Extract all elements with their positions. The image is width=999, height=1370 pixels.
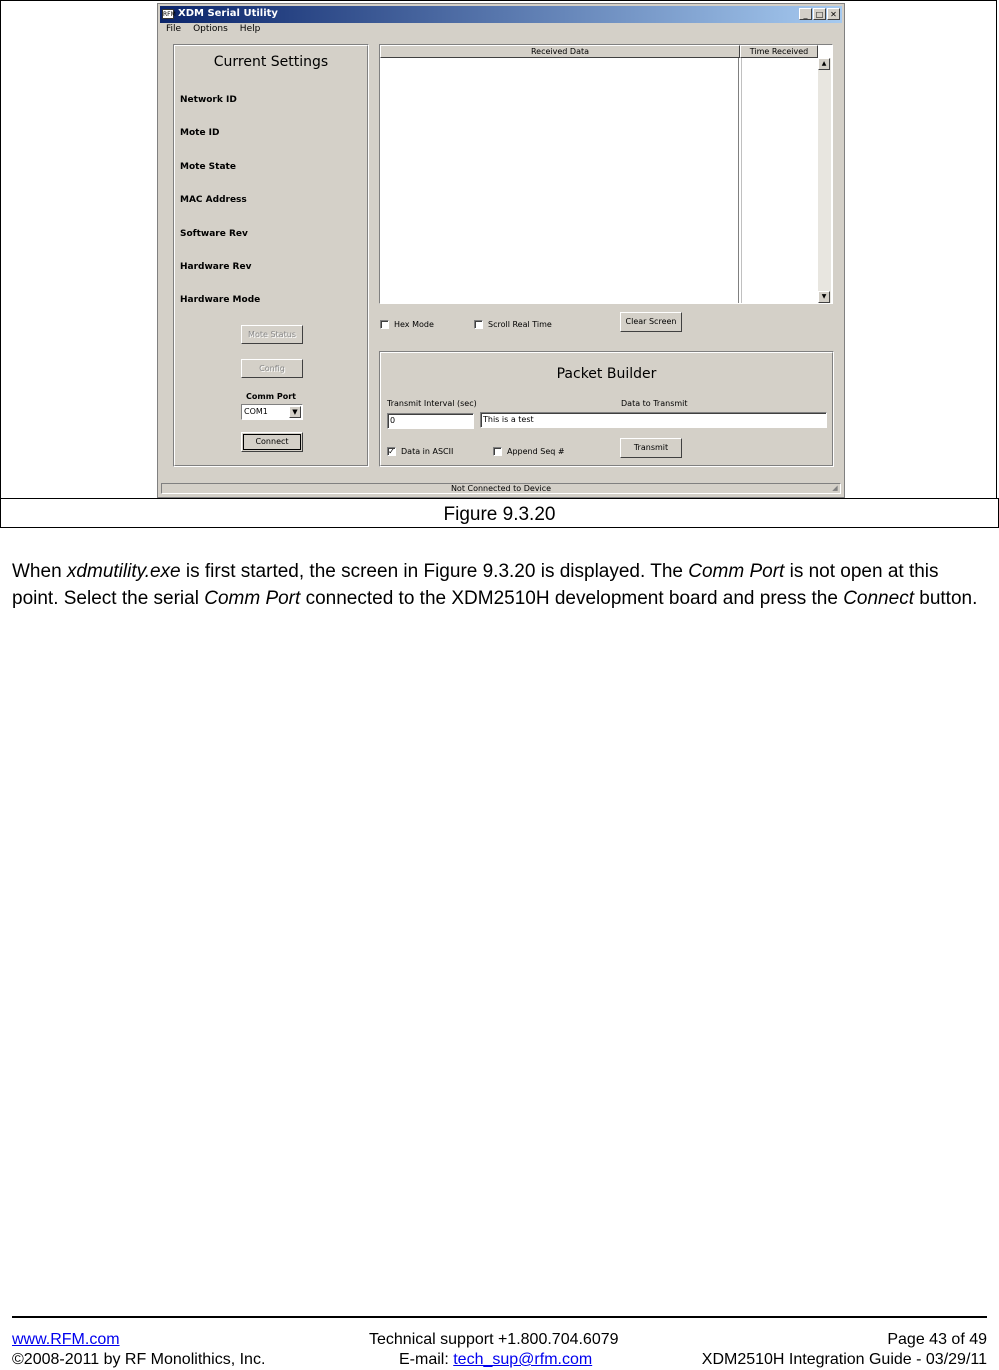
mote-id-label: Mote ID [180, 128, 220, 138]
menu-file[interactable]: File [166, 24, 182, 34]
copyright-text: ©2008-2011 by RF Monolithics, Inc. [12, 1351, 266, 1368]
guide-title: XDM2510H Integration Guide - 03/29/11 [701, 1351, 987, 1368]
maximize-button[interactable]: □ [813, 8, 826, 20]
resize-grip-icon[interactable]: ◢ [832, 484, 838, 492]
email-link[interactable]: tech_sup@rfm.com [453, 1351, 593, 1368]
connect-button[interactable]: Connect [241, 432, 303, 452]
append-seq-checkbox[interactable] [493, 447, 565, 456]
scroll-down-icon[interactable]: ▼ [818, 291, 830, 303]
window-title: XDM Serial Utility [178, 8, 278, 19]
website-link[interactable]: www.RFM.com [12, 1331, 120, 1348]
hardware-mode-label: Hardware Mode [180, 295, 261, 305]
packet-builder-panel [379, 351, 834, 467]
packet-builder-title: Packet Builder [556, 366, 657, 382]
para-text-8: Connect [843, 587, 914, 609]
minimize-button[interactable]: _ [799, 8, 812, 20]
close-button[interactable]: ✕ [827, 8, 840, 20]
scroll-up-icon[interactable]: ▲ [818, 58, 830, 70]
comm-port-label: Comm Port [246, 392, 296, 401]
para-text-5: is not open at this point. Select the serial [12, 561, 939, 609]
app-icon: RFM [163, 11, 176, 18]
scroll-real-time-checkbox[interactable] [474, 320, 552, 329]
data-to-transmit-input[interactable]: This is a test [480, 412, 827, 428]
figure-caption: Figure 9.3.20 [443, 504, 556, 525]
para-text-4: Comm Port [688, 561, 785, 582]
transmit-button[interactable]: Transmit [620, 438, 682, 458]
hardware-rev-label: Hardware Rev [180, 262, 252, 272]
append-seq-box[interactable] [493, 447, 502, 456]
para-text-6: Comm Port [204, 587, 301, 609]
footer-rule [12, 1316, 987, 1318]
config-button[interactable]: Config [241, 359, 303, 378]
received-data-list[interactable] [379, 44, 833, 304]
comm-port-select[interactable] [241, 404, 303, 420]
app-window [157, 3, 845, 498]
para-text-2: xdmutility.exe [66, 561, 181, 582]
chevron-down-icon[interactable]: ▼ [289, 406, 301, 418]
mac-address-label: MAC Address [180, 195, 247, 205]
figure-caption-row [0, 498, 999, 528]
column-time-received[interactable]: Time Received [740, 45, 818, 58]
hex-mode-label: Hex Mode [394, 320, 434, 329]
transmit-interval-label: Transmit Interval (sec) [387, 399, 477, 408]
scroll-real-time-box[interactable] [474, 320, 483, 329]
current-settings-panel [173, 44, 369, 467]
mote-status-button[interactable]: Mote Status [241, 325, 303, 344]
column-received-data[interactable]: Received Data [380, 45, 740, 58]
email-line [399, 1351, 592, 1369]
menu-options[interactable]: Options [193, 24, 228, 34]
para-text-9: button. [913, 587, 978, 609]
comm-port-value: COM1 [244, 407, 268, 416]
body-paragraph [12, 559, 987, 612]
status-bar [161, 483, 841, 494]
figure-frame [0, 0, 997, 498]
clear-screen-button[interactable]: Clear Screen [620, 312, 682, 332]
support-text: Technical support +1.800.704.6079 [369, 1331, 619, 1348]
para-text-3: is first started, the screen in Figure 9.3.20 is displayed. The [180, 561, 689, 582]
append-seq-label: Append Seq # [507, 447, 565, 456]
vertical-scrollbar[interactable] [818, 58, 831, 303]
menu-help[interactable]: Help [239, 24, 261, 34]
para-text-1: When [12, 561, 67, 582]
network-id-label: Network ID [180, 95, 237, 105]
data-in-ascii-checkbox[interactable] [387, 447, 453, 456]
check-icon[interactable]: ✓ [388, 447, 395, 456]
status-text: Not Connected to Device [450, 484, 552, 493]
current-settings-title: Current Settings [213, 54, 329, 70]
scroll-real-time-label: Scroll Real Time [488, 320, 552, 329]
mote-state-label: Mote State [180, 162, 236, 172]
hex-mode-box[interactable] [380, 320, 389, 329]
menu-bar [162, 24, 260, 38]
para-text-7: connected to the XDM2510H development board and press the [300, 587, 844, 609]
hex-mode-checkbox[interactable] [380, 320, 434, 329]
column-divider [738, 58, 742, 303]
transmit-interval-input[interactable]: 0 [387, 413, 474, 429]
software-rev-label: Software Rev [180, 229, 248, 239]
email-label: E-mail: [399, 1351, 454, 1368]
page-number: Page 43 of 49 [887, 1331, 987, 1348]
data-in-ascii-label: Data in ASCII [401, 447, 454, 456]
data-to-transmit-label: Data to Transmit [621, 399, 688, 408]
title-bar [160, 6, 842, 23]
